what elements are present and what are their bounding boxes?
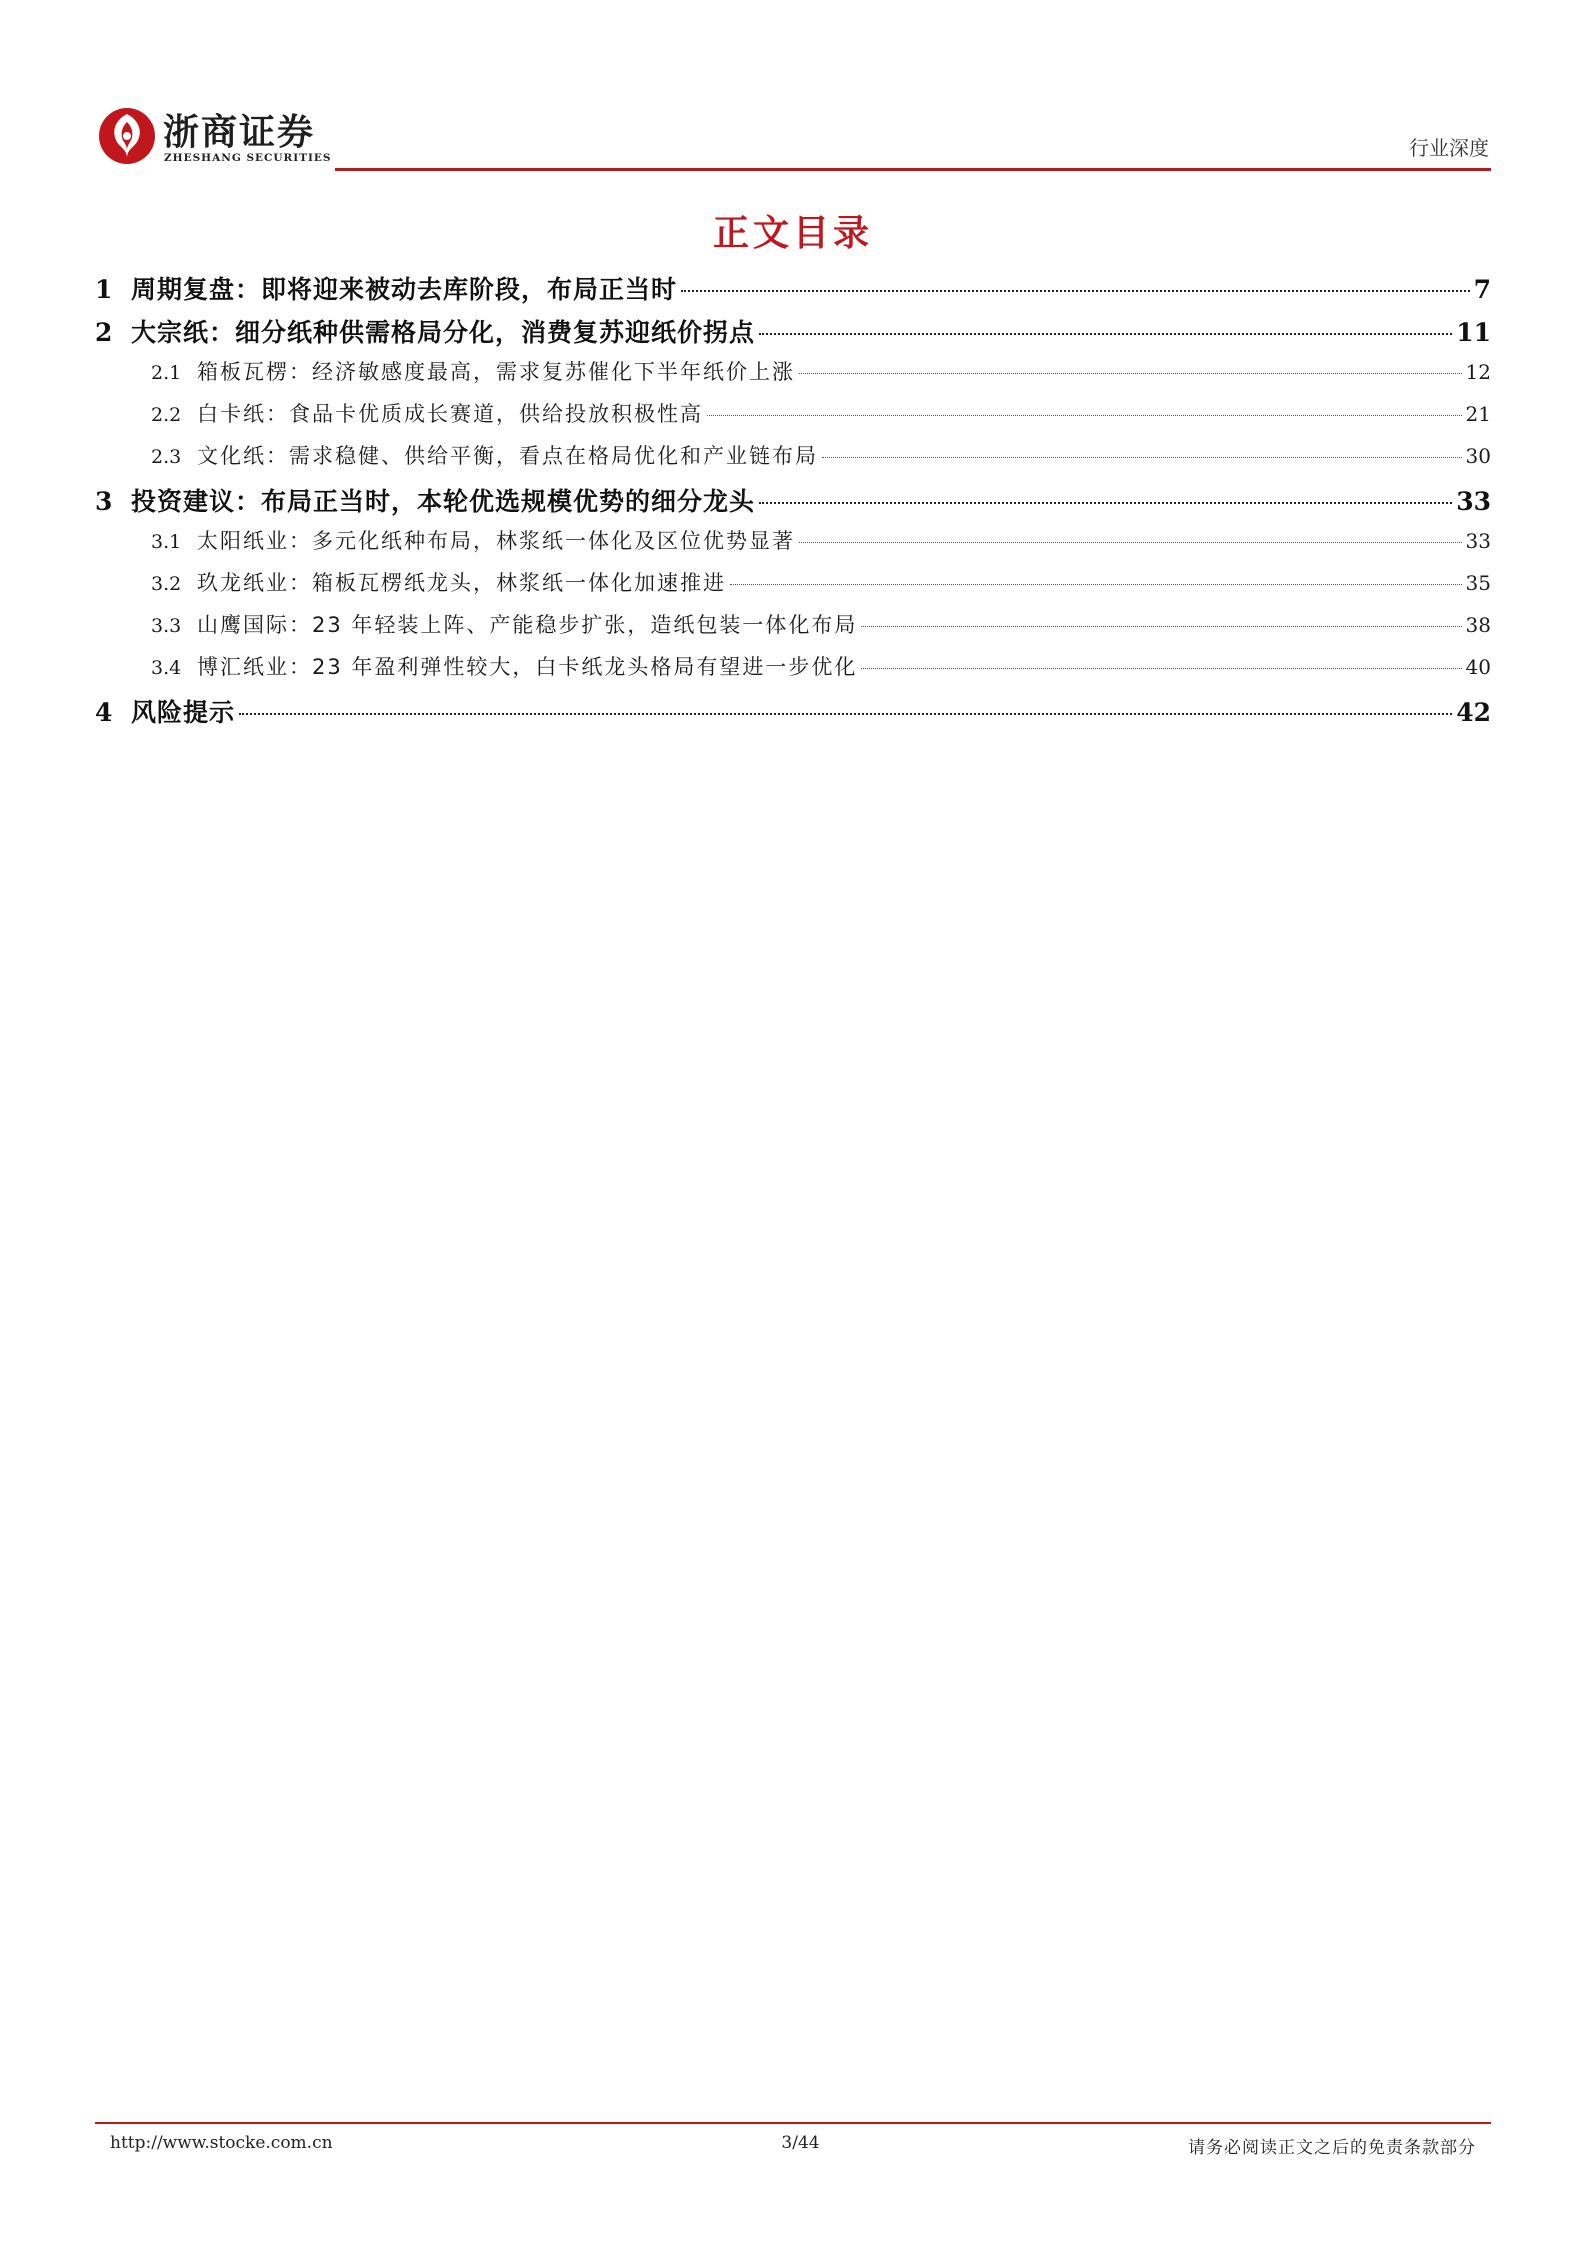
toc-dot-leader [759, 333, 1452, 335]
zheshang-logo-icon [97, 106, 157, 166]
toc-dot-leader [799, 373, 1462, 374]
page-number: 3/44 [781, 2133, 820, 2153]
toc-entry-title: 文化纸：需求稳健、供给平衡，看点在格局优化和产业链布局 [197, 444, 818, 468]
toc-section-entry[interactable] [95, 398, 1491, 440]
toc-chapter-entry[interactable] [95, 270, 1491, 313]
toc-entry-title: 周期复盘：即将迎来被动去库阶段，布局正当时 [131, 275, 678, 304]
toc-section-entry[interactable] [95, 651, 1491, 693]
toc-entry-number: 3.2 [151, 573, 182, 595]
toc-entry-page: 11 [1456, 318, 1491, 347]
toc-entry-page: 40 [1465, 655, 1491, 679]
disclaimer-note: 请务必阅读正文之后的免责条款部分 [1188, 2138, 1476, 2158]
toc-dot-leader [822, 457, 1462, 458]
toc-entry-number: 3.1 [151, 531, 182, 553]
header-divider [335, 168, 1491, 171]
toc-chapter-entry[interactable] [95, 313, 1491, 356]
toc-entry-page: 12 [1465, 360, 1491, 384]
toc-entry-number: 2.3 [151, 446, 182, 468]
toc-entry-page: 30 [1465, 444, 1491, 468]
toc-dot-leader [861, 668, 1461, 669]
toc-chapter-entry[interactable] [95, 482, 1491, 525]
toc-entry-number: 3.3 [151, 615, 182, 637]
toc-dot-leader [239, 713, 1452, 715]
toc-dot-leader [730, 584, 1462, 585]
report-category: 行业深度 [1409, 136, 1489, 160]
toc-section-entry[interactable] [95, 440, 1491, 482]
toc-title: 正文目录 [712, 213, 873, 254]
toc-entry-title: 箱板瓦楞：经济敏感度最高，需求复苏催化下半年纸价上涨 [197, 360, 795, 384]
footer-url-link[interactable]: http://www.stocke.com.cn [110, 2133, 333, 2153]
page-footer [110, 2133, 1491, 2163]
toc-entry-number: 2.1 [151, 362, 182, 384]
toc-entry-title: 博汇纸业：23 年盈利弹性较大，白卡纸龙头格局有望进一步优化 [197, 655, 858, 679]
toc-section-entry[interactable] [95, 356, 1491, 398]
toc-entry-number: 3 [95, 487, 113, 516]
toc-entry-page: 33 [1465, 529, 1491, 553]
toc-entry-number: 3.4 [151, 657, 182, 679]
toc-dot-leader [861, 626, 1461, 627]
company-logo [95, 100, 335, 170]
logo-english-name: ZHESHANG SECURITIES [164, 152, 332, 164]
footer-divider [95, 2122, 1491, 2124]
toc-entry-page: 38 [1465, 613, 1491, 637]
toc-entry-title: 投资建议：布局正当时，本轮优选规模优势的细分龙头 [131, 487, 756, 516]
toc-entry-page: 33 [1456, 487, 1491, 516]
toc-entry-number: 4 [95, 698, 113, 727]
toc-entry-number: 2 [95, 318, 113, 347]
toc-entry-page: 21 [1465, 402, 1491, 426]
toc-dot-leader [759, 502, 1452, 504]
toc-entry-title: 太阳纸业：多元化纸种布局，林浆纸一体化及区位优势显著 [197, 529, 795, 553]
toc-chapter-entry[interactable] [95, 693, 1491, 736]
table-of-contents [95, 270, 1491, 736]
toc-entry-page: 7 [1473, 275, 1491, 304]
toc-entry-title: 风险提示 [131, 698, 236, 727]
toc-dot-leader [681, 290, 1470, 292]
toc-section-entry[interactable] [95, 609, 1491, 651]
toc-dot-leader [707, 415, 1462, 416]
toc-entry-title: 大宗纸：细分纸种供需格局分化，消费复苏迎纸价拐点 [131, 318, 756, 347]
toc-entry-title: 山鹰国际：23 年轻装上阵、产能稳步扩张，造纸包装一体化布局 [197, 613, 858, 637]
toc-entry-title: 玖龙纸业：箱板瓦楞纸龙头，林浆纸一体化加速推进 [197, 571, 726, 595]
toc-entry-page: 42 [1456, 698, 1491, 727]
toc-entry-number: 1 [95, 275, 113, 304]
toc-section-entry[interactable] [95, 525, 1491, 567]
logo-chinese-name: 浙商证券 [163, 112, 316, 153]
toc-section-entry[interactable] [95, 567, 1491, 609]
toc-dot-leader [799, 542, 1462, 543]
page-header [95, 100, 1491, 175]
toc-entry-title: 白卡纸：食品卡优质成长赛道，供给投放积极性高 [197, 402, 703, 426]
toc-entry-page: 35 [1465, 571, 1491, 595]
toc-entry-number: 2.2 [151, 404, 182, 426]
